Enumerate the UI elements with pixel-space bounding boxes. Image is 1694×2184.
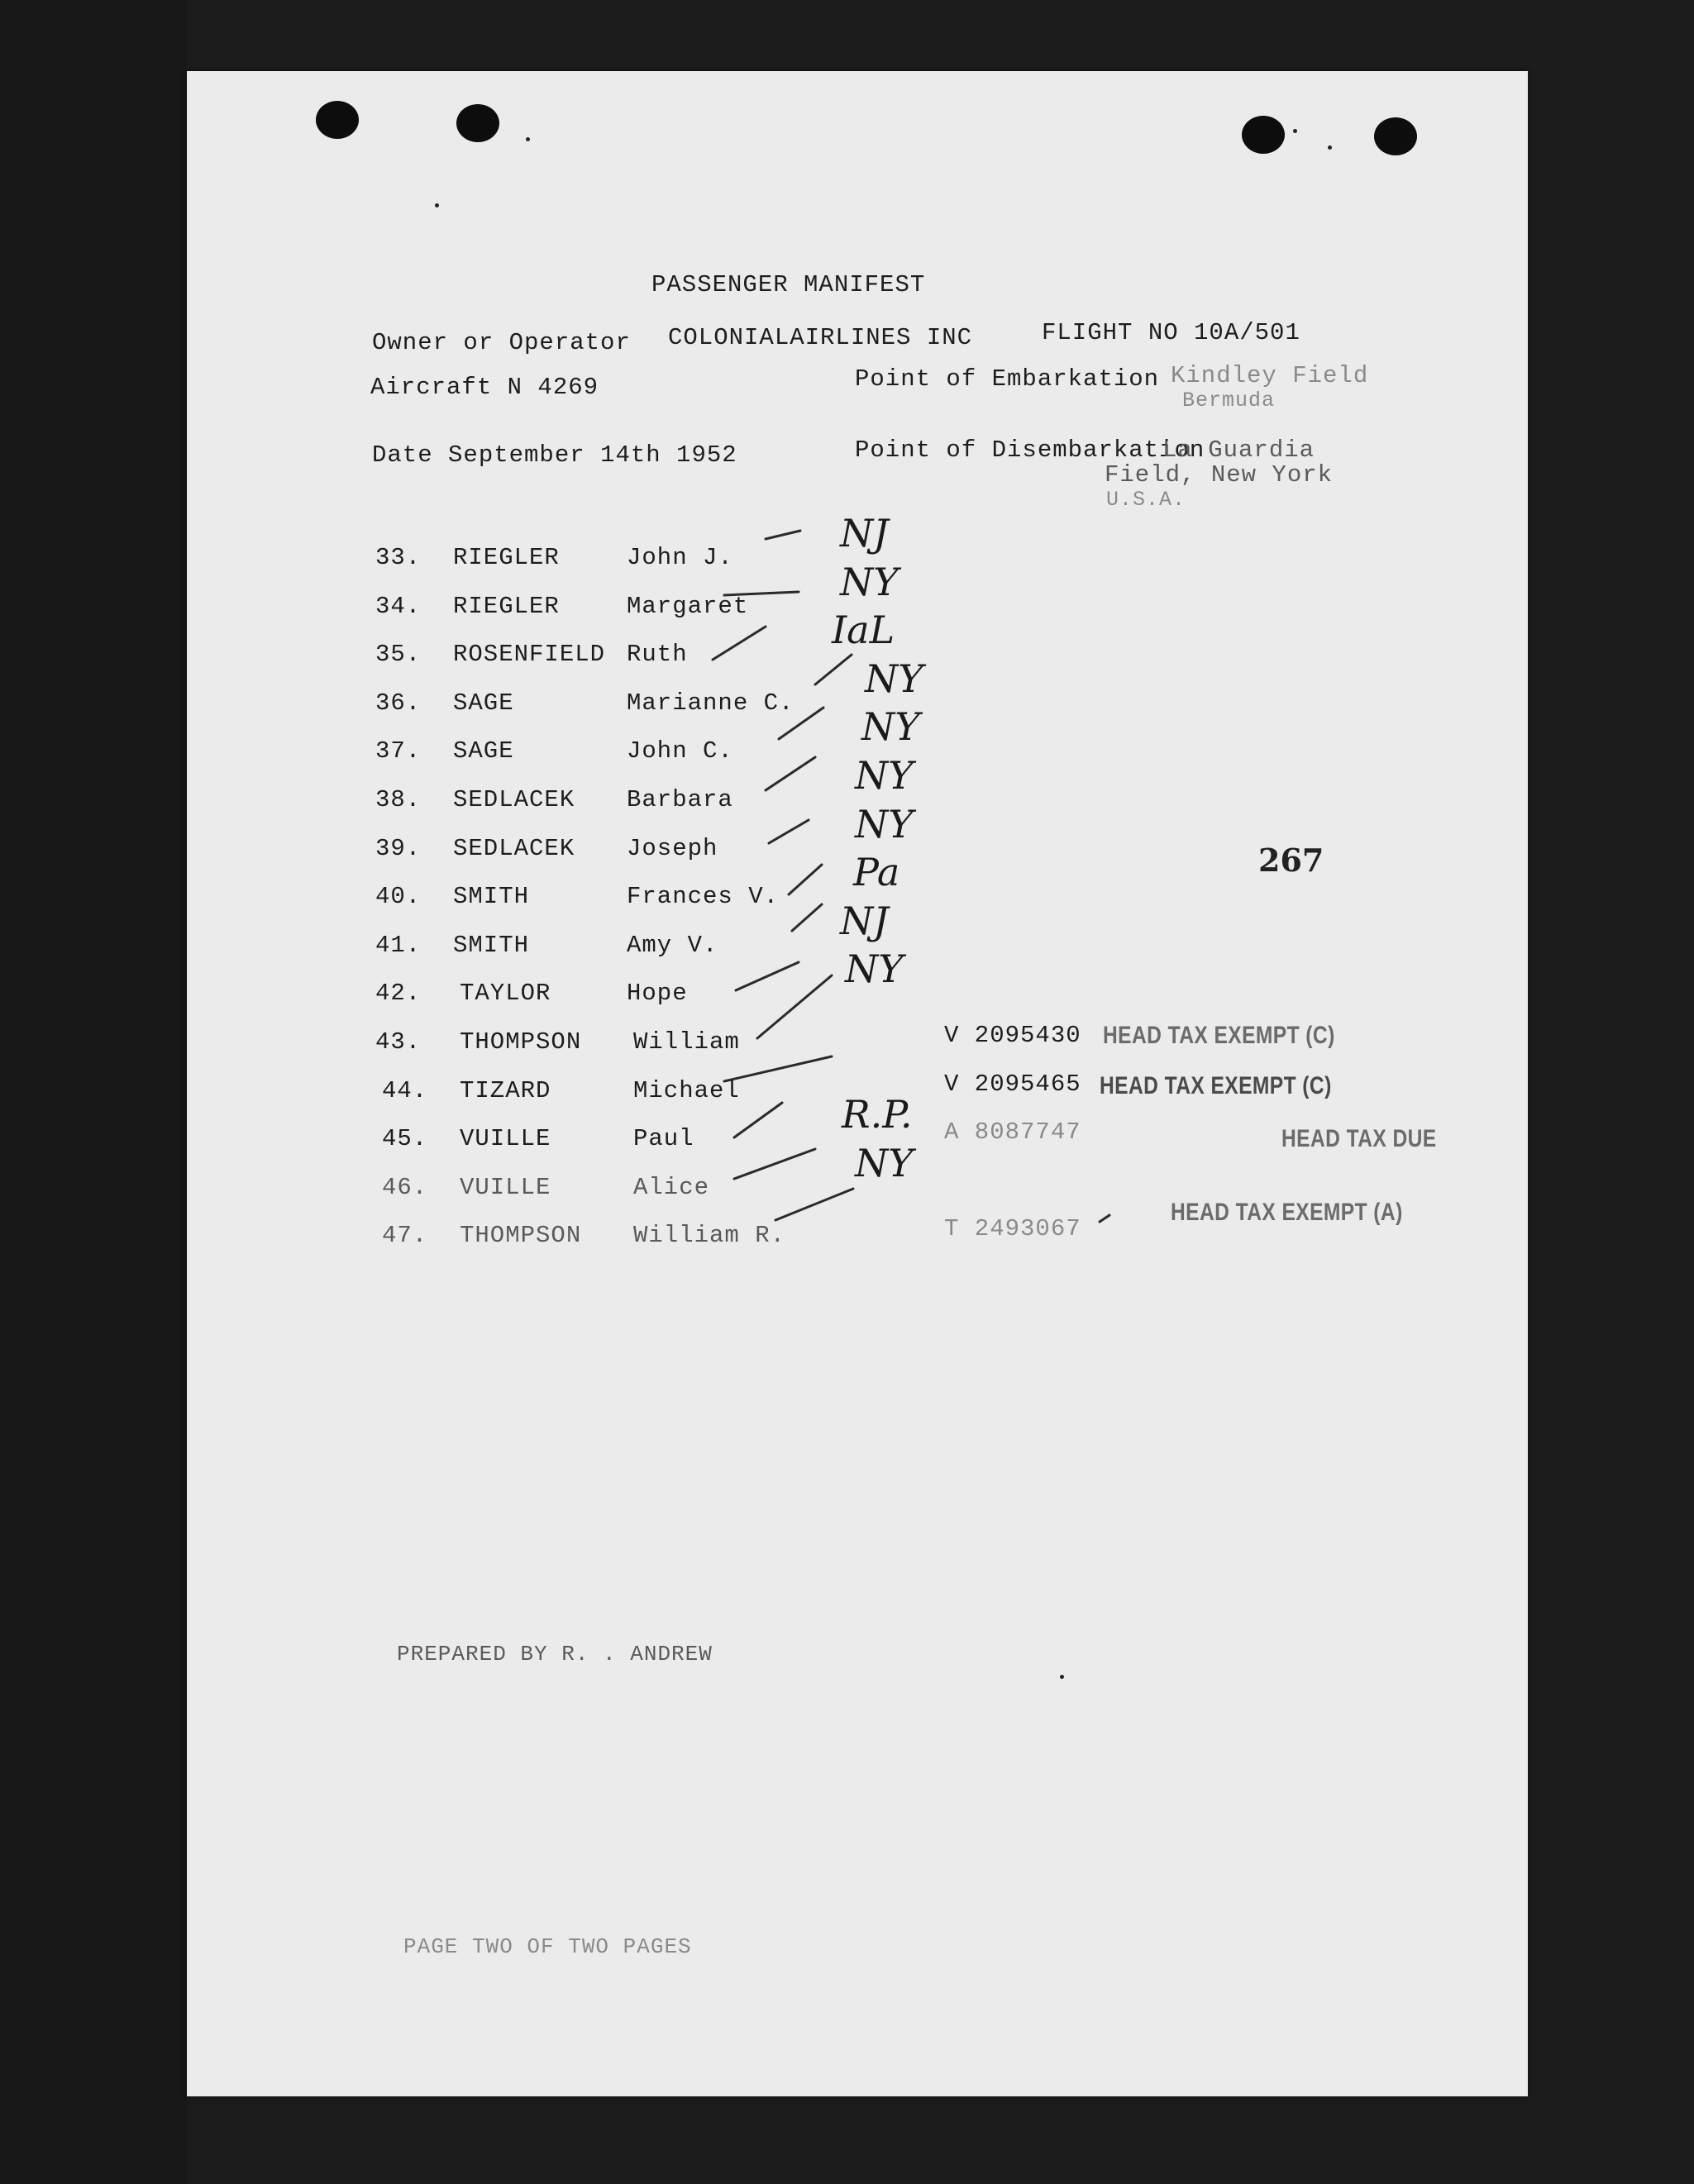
check-mark [769,820,809,843]
passenger-number: 46. [382,1174,428,1201]
passenger-number: 45. [382,1125,428,1152]
state-annotation: NY [865,656,923,701]
passenger-number: 44. [382,1077,428,1104]
passenger-given-name: Michael [633,1077,740,1104]
passenger-number: 35. [375,641,422,668]
passenger-number: 37. [375,737,422,765]
passenger-number: 38. [375,786,422,813]
head-tax-stamp: HEAD TAX EXEMPT (C) [1103,1022,1335,1049]
passenger-number: 40. [375,883,422,910]
embarkation-value: Kindley Field [1171,362,1369,389]
state-annotation: NJ [840,899,889,943]
owner-label: Owner or Operator [372,329,631,356]
check-marks [187,71,1528,2096]
passenger-given-name: Barbara [627,786,733,813]
passenger-surname: VUILLE [460,1174,551,1201]
passenger-surname: SMITH [453,883,530,910]
passenger-number: 41. [375,932,422,959]
document-number: T 2493067 [944,1215,1081,1242]
passenger-surname: SEDLACEK [453,835,575,862]
state-annotation: NY [861,704,920,749]
passenger-given-name: William R. [633,1222,786,1249]
disembarkation-value: La Guardia [1162,436,1315,464]
document-number: V 2095430 [944,1022,1081,1049]
state-annotation: NJ [840,511,889,556]
disembarkation-value-2: Field, New York [1105,461,1334,489]
passenger-surname: THOMPSON [460,1028,582,1056]
scan-border [0,0,187,2184]
passenger-surname: VUILLE [460,1125,551,1152]
passenger-number: 47. [382,1222,428,1249]
passenger-surname: SEDLACEK [453,786,575,813]
check-mark [815,655,852,684]
manifest-date: Date September 14th 1952 [372,441,737,469]
passenger-surname: RIEGLER [453,593,560,620]
passenger-given-name: Marianne C. [627,689,795,717]
page-footer: PAGE TWO OF TWO PAGES [403,1934,692,1959]
aircraft: Aircraft N 4269 [370,374,599,401]
passenger-surname: SAGE [453,689,514,717]
passenger-given-name: Hope [627,980,688,1007]
passenger-number: 43. [375,1028,422,1056]
check-mark [792,904,822,931]
disembarkation-label: Point of Disembarkation [855,436,1205,464]
passenger-given-name: Ruth [627,641,688,668]
passenger-given-name: John C. [627,737,733,765]
disembarkation-value-3: U.S.A. [1106,488,1186,512]
state-annotation: NY [855,753,914,798]
state-annotation: R.P. [842,1092,913,1137]
head-tax-stamp: HEAD TAX DUE [1281,1125,1437,1152]
passenger-number: 42. [375,980,422,1007]
state-annotation: Pa [853,850,900,894]
prepared-by: PREPARED BY R. . ANDREW [397,1642,713,1667]
page-number: 267 [1258,842,1324,879]
check-mark [734,1149,815,1179]
check-mark [775,1189,853,1220]
state-annotation: IaL [832,608,895,652]
check-mark [789,865,822,894]
passenger-surname: ROSENFIELD [453,641,606,668]
check-mark [724,1056,832,1081]
passenger-surname: THOMPSON [460,1222,582,1249]
manifest-page [187,71,1528,2096]
check-mark [757,975,832,1038]
passenger-surname: SAGE [453,737,514,765]
head-tax-stamp: HEAD TAX EXEMPT (C) [1100,1072,1332,1099]
passenger-given-name: Margaret [627,593,749,620]
passenger-given-name: John J. [627,544,733,571]
state-annotation: NY [855,802,914,846]
check-mark [734,1103,782,1137]
document-number: A 8087747 [944,1118,1081,1146]
passenger-given-name: Alice [633,1174,710,1201]
check-mark [736,962,799,990]
check-mark [766,531,800,539]
passenger-given-name: William [633,1028,740,1056]
check-mark [766,757,815,790]
flight-number: FLIGHT NO 10A/501 [1042,319,1300,346]
passenger-surname: RIEGLER [453,544,560,571]
check-mark [724,592,799,595]
owner-value: COLONIALAIRLINES INC [668,324,973,351]
passenger-number: 34. [375,593,422,620]
passenger-given-name: Frances V. [627,883,780,910]
embarkation-value-2: Bermuda [1182,389,1276,412]
passenger-surname: TIZARD [460,1077,551,1104]
document-number: V 2095465 [944,1071,1081,1098]
state-annotation: NY [845,947,904,991]
passenger-given-name: Amy V. [627,932,718,959]
embarkation-label: Point of Embarkation [855,365,1160,393]
state-annotation: NY [840,560,899,604]
passenger-number: 33. [375,544,422,571]
state-annotation: NY [855,1141,914,1185]
check-mark [1100,1215,1109,1222]
check-mark [713,627,766,660]
passenger-number: 39. [375,835,422,862]
passenger-surname: TAYLOR [460,980,551,1007]
manifest-title: PASSENGER MANIFEST [651,271,926,298]
passenger-given-name: Joseph [627,835,718,862]
passenger-given-name: Paul [633,1125,694,1152]
check-mark [779,708,823,739]
passenger-surname: SMITH [453,932,530,959]
head-tax-stamp: HEAD TAX EXEMPT (A) [1171,1199,1403,1226]
passenger-number: 36. [375,689,422,717]
